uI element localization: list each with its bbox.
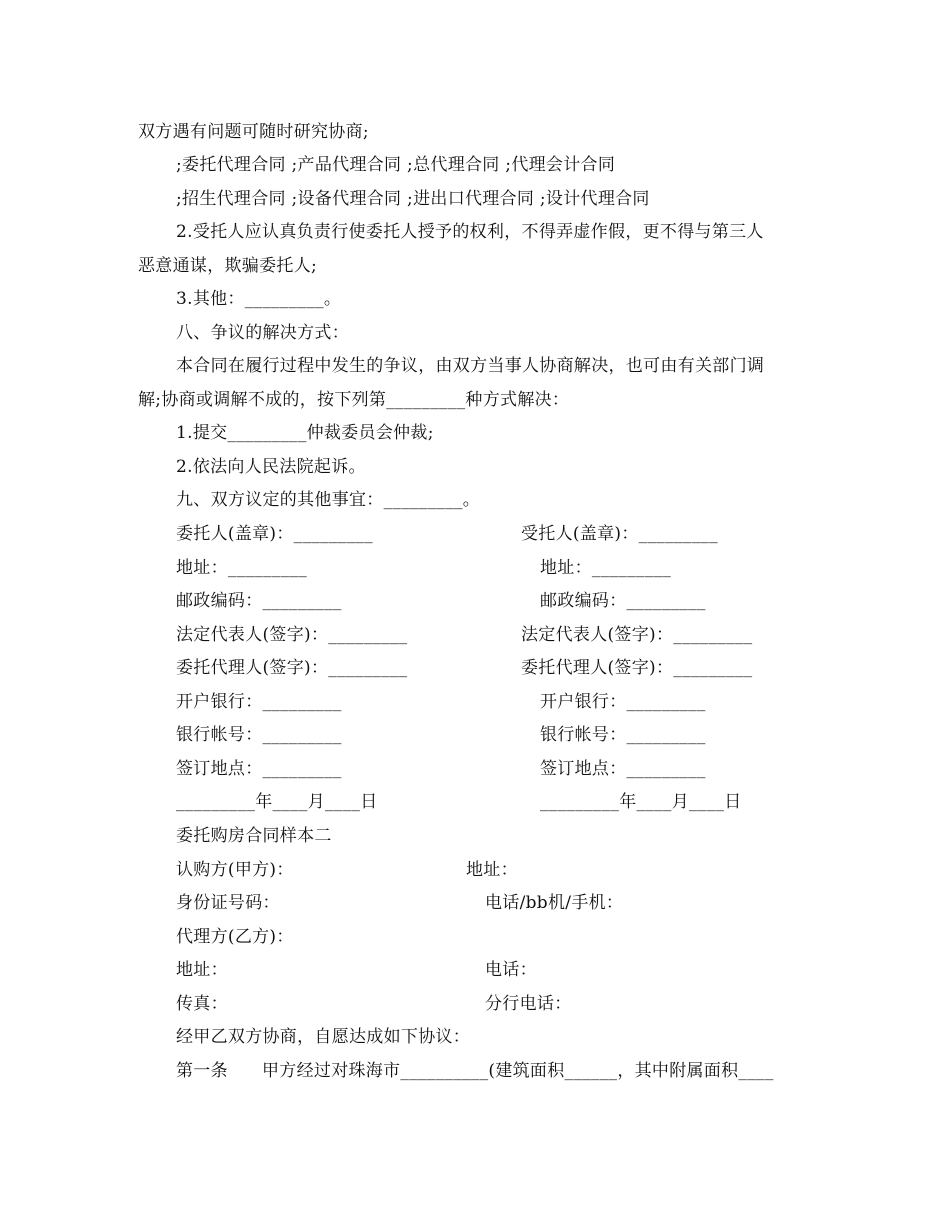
principal-date-field: _________年____月____日 bbox=[176, 792, 378, 812]
agent-seal-field: 受托人(盖章)：_________ bbox=[521, 524, 718, 544]
principal-legal-rep-field: 法定代表人(签字)：_________ bbox=[176, 625, 408, 645]
dispute-option-1: 1.提交_________仲裁委员会仲裁; bbox=[176, 423, 434, 443]
section-8-heading: 八、争议的解决方式： bbox=[176, 323, 349, 343]
dispute-line-2: 解;协商或调解不成的，按下列第_________种方式解决： bbox=[138, 390, 570, 410]
clause-2-line-1: 2.受托人应认真负责行使委托人授予的权利，不得弄虚作假，更不得与第三人 bbox=[176, 222, 764, 242]
agent-postcode-field: 邮政编码：_________ bbox=[540, 591, 706, 611]
paragraph-consult: 双方遇有问题可随时研究协商; bbox=[138, 122, 369, 142]
branch-phone-label: 分行电话： bbox=[485, 994, 572, 1014]
agent-party-phone-label: 电话： bbox=[485, 960, 537, 980]
buyer-phone-label: 电话/bb机/手机： bbox=[485, 893, 624, 913]
principal-seal-field: 委托人(盖章)：_________ bbox=[176, 524, 373, 544]
agent-bank-field: 开户银行：_________ bbox=[540, 692, 706, 712]
principal-address-field: 地址：_________ bbox=[176, 558, 308, 578]
principal-postcode-field: 邮政编码：_________ bbox=[176, 591, 342, 611]
principal-agent-field: 委托代理人(签字)：_________ bbox=[176, 658, 408, 678]
agent-sign-place-field: 签订地点：_________ bbox=[540, 759, 706, 779]
fax-label: 传真： bbox=[176, 994, 228, 1014]
article-1-text: 甲方经过对珠海市__________(建筑面积______，其中附属面积____ bbox=[262, 1061, 774, 1081]
article-1-label: 第一条 bbox=[176, 1061, 228, 1081]
section-9-other-matters: 九、双方议定的其他事宜：_________。 bbox=[176, 490, 481, 510]
agent-party-address-label: 地址： bbox=[176, 960, 228, 980]
dispute-line-1: 本合同在履行过程中发生的争议，由双方当事人协商解决，也可由有关部门调 bbox=[176, 356, 765, 376]
agent-date-field: _________年____月____日 bbox=[540, 792, 742, 812]
clause-2-line-2: 恶意通谋，欺骗委托人; bbox=[138, 256, 318, 276]
agent-party-label: 代理方(乙方)： bbox=[176, 927, 294, 947]
contract-types-line-1: ;委托代理合同 ;产品代理合同 ;总代理合同 ;代理会计合同 bbox=[176, 155, 616, 175]
agent-legal-rep-field: 法定代表人(签字)：_________ bbox=[521, 625, 753, 645]
principal-account-field: 银行帐号：_________ bbox=[176, 725, 342, 745]
agreement-intro: 经甲乙双方协商，自愿达成如下协议： bbox=[176, 1027, 471, 1047]
agent-account-field: 银行帐号：_________ bbox=[540, 725, 706, 745]
id-number-label: 身份证号码： bbox=[176, 893, 280, 913]
buyer-address-label: 地址： bbox=[466, 860, 518, 880]
contract-types-line-2: ;招生代理合同 ;设备代理合同 ;进出口代理合同 ;设计代理合同 bbox=[176, 189, 650, 209]
agent-address-field: 地址：_________ bbox=[540, 558, 672, 578]
sample-2-title: 委托购房合同样本二 bbox=[176, 826, 332, 846]
principal-sign-place-field: 签订地点：_________ bbox=[176, 759, 342, 779]
buyer-label: 认购方(甲方)： bbox=[176, 860, 294, 880]
dispute-option-2: 2.依法向人民法院起诉。 bbox=[176, 457, 366, 477]
agent-agent-field: 委托代理人(签字)：_________ bbox=[521, 658, 753, 678]
principal-bank-field: 开户银行：_________ bbox=[176, 692, 342, 712]
clause-3-other: 3.其他：_________。 bbox=[176, 289, 342, 309]
